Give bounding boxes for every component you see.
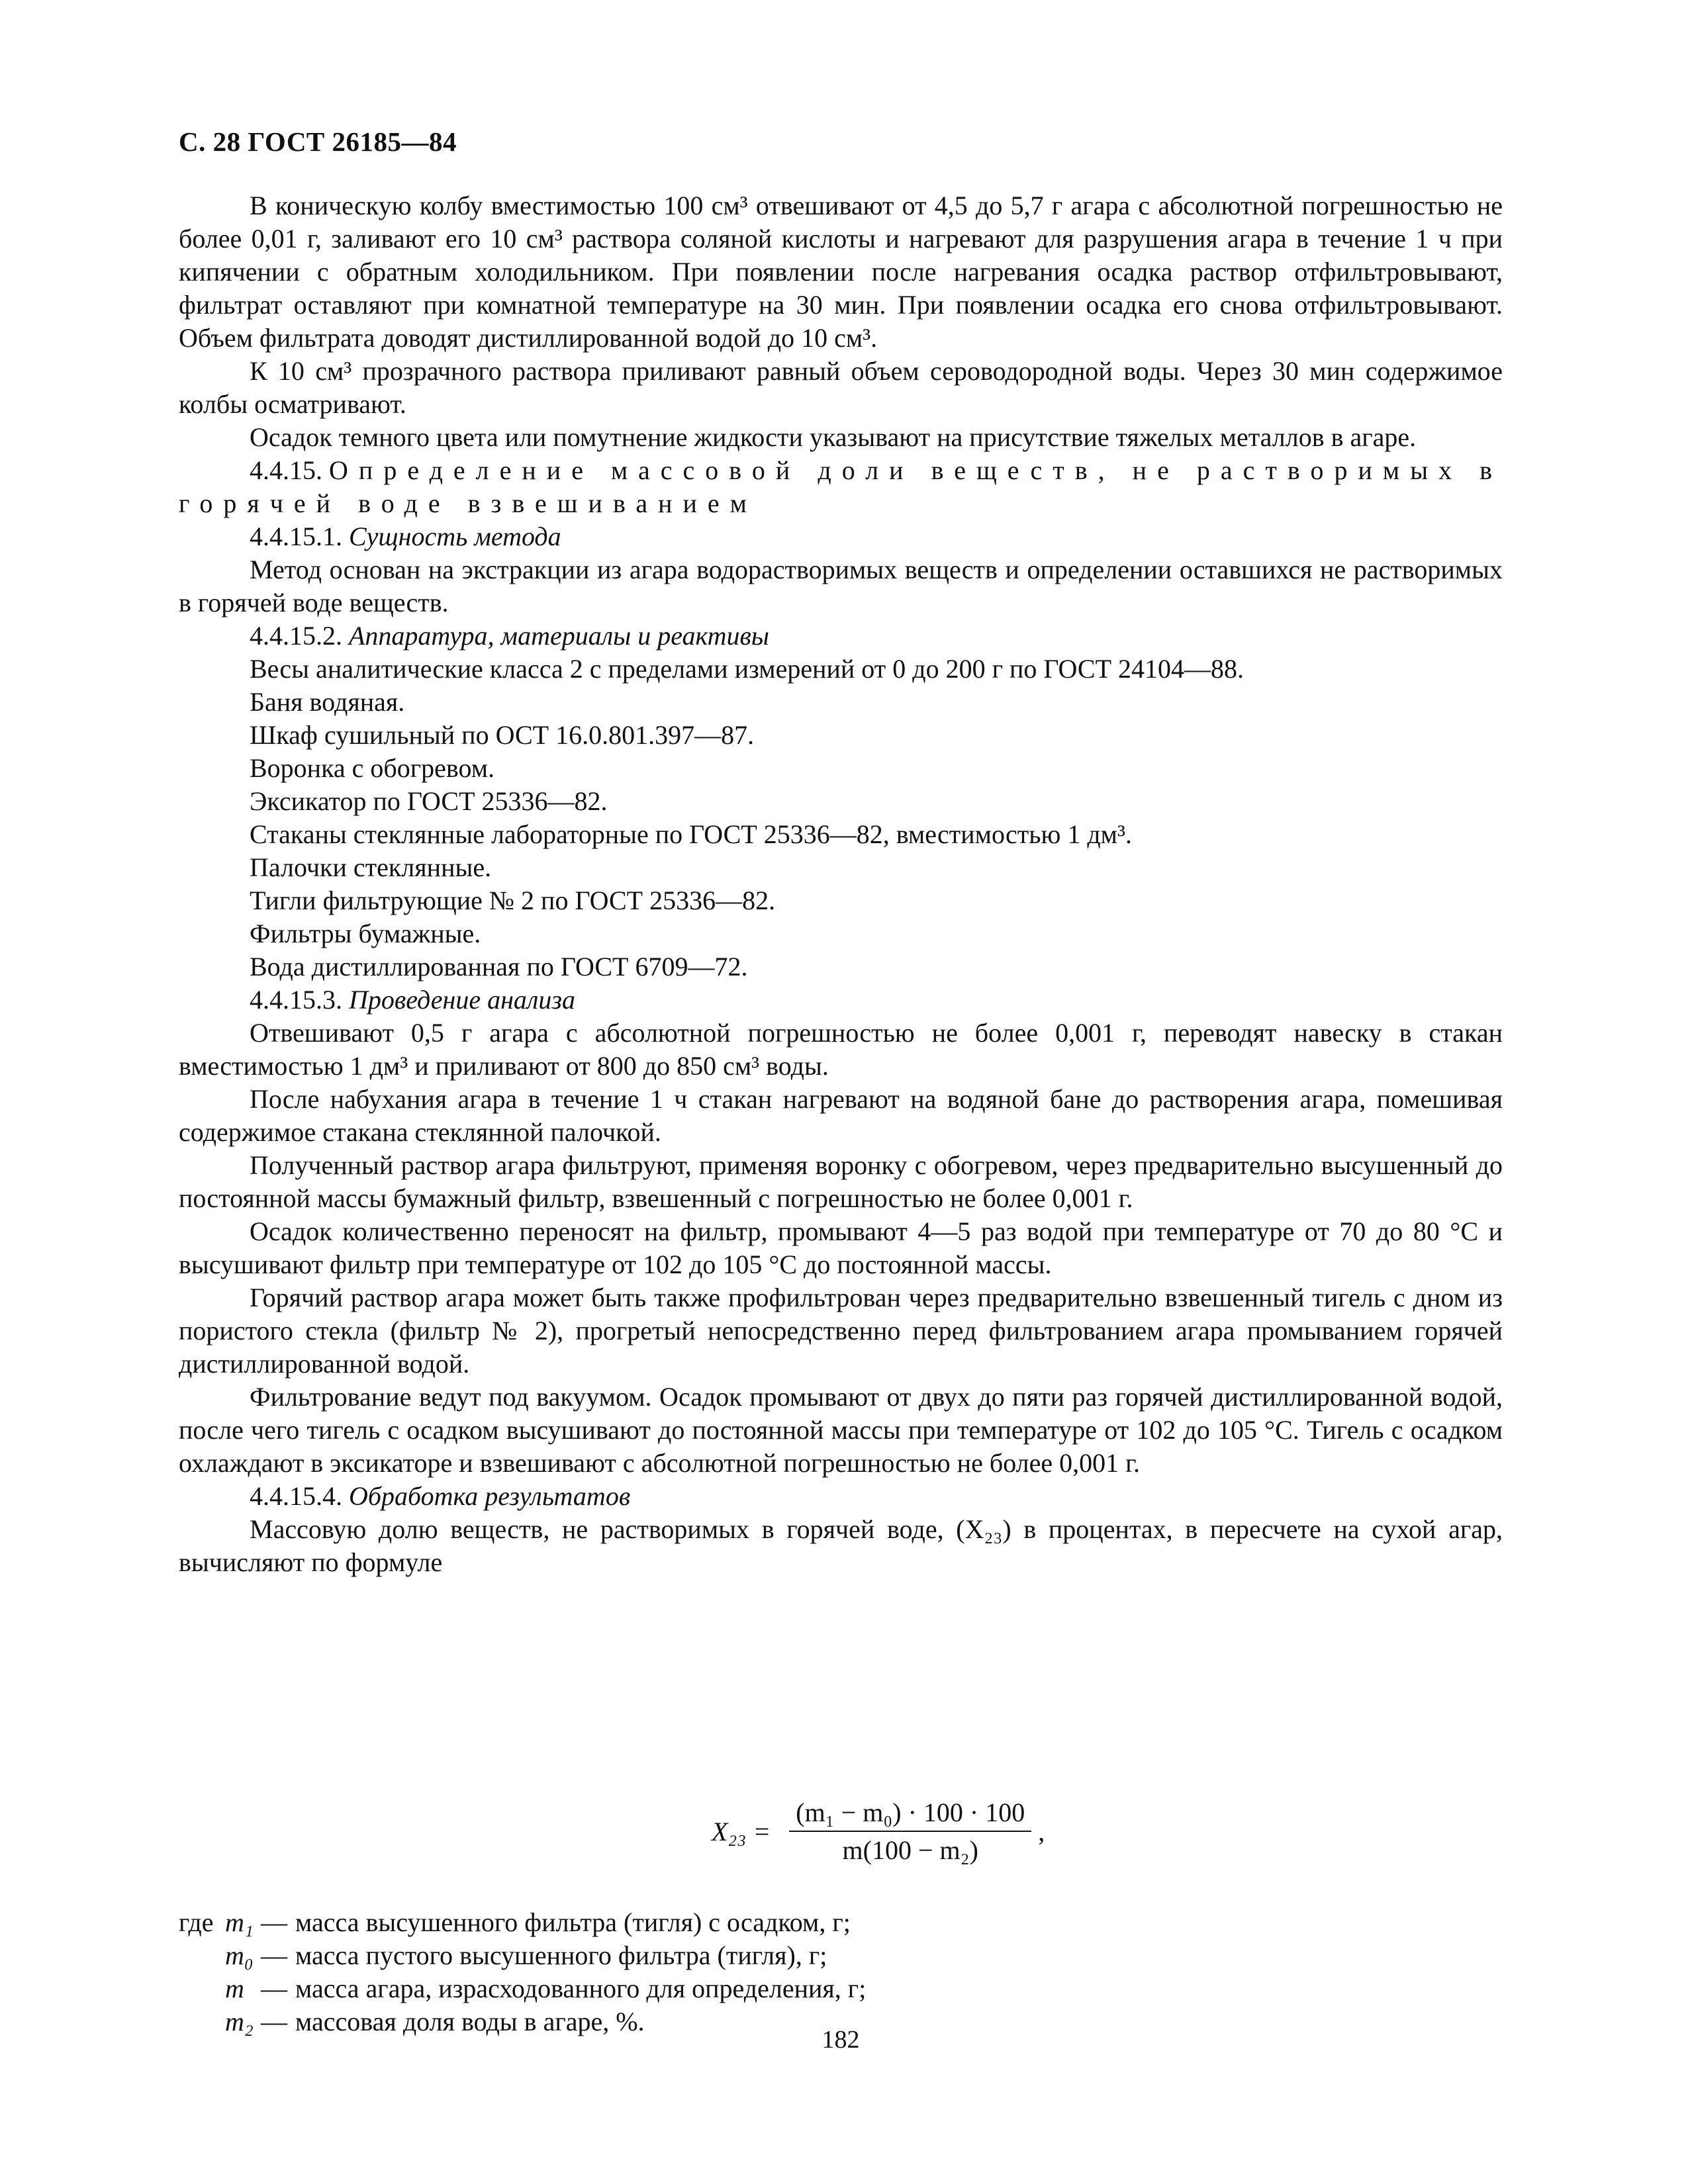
equipment-item: Весы аналитические класса 2 с пределами измерений от 0 до 200 г по ГОСТ 24104—88. <box>250 654 1244 684</box>
formula-fraction <box>789 1797 1031 1866</box>
section-heading-4-4-15-2 <box>179 619 1503 653</box>
equipment-item: Вода дистиллированная по ГОСТ 6709—72. <box>250 952 748 981</box>
formula-denominator: m(100 − m₂) <box>842 1835 978 1865</box>
paragraph: Полученный раствор агара фильтруют, применяя воронку с обогревом, через предварительно высушенный до постоянной массы бумажный фильтр, взвешенный с погрешностью не более 0,001 г. <box>179 1150 1503 1213</box>
paragraph: Осадок темного цвета или помутнение жидкости указывают на присутствие тяжелых металлов в агаре. <box>250 422 1417 452</box>
legend-lead: где <box>179 1907 214 1937</box>
section-title: Обработка результатов <box>349 1481 631 1511</box>
section-number: 4.4.15. <box>250 455 322 485</box>
legend-symbol: m <box>225 1974 244 2003</box>
paragraph: Метод основан на экстракции из агара водорастворимых веществ и определении оставшихся не растворимых в горячей воде веществ. <box>179 555 1503 617</box>
page-header: С. 28 ГОСТ 26185—84 <box>179 126 457 157</box>
equipment-item: Шкаф сушильный по ОСТ 16.0.801.397—87. <box>250 720 755 750</box>
legend-dash: — <box>261 1974 287 2003</box>
equipment-item: Воронка с обогревом. <box>250 753 495 783</box>
equipment-item: Палочки стеклянные. <box>250 852 492 882</box>
equipment-item: Стаканы стеклянные лабораторные по ГОСТ 25336—82, вместимостью 1 дм³. <box>250 819 1132 849</box>
paragraph: Массовую долю веществ, не растворимых в горячей воде, (X₂₃) в процентах, в пересчете на сухой агар, вычисляют по формуле <box>179 1514 1503 1577</box>
section-number: 4.4.15.1. <box>250 522 342 551</box>
paragraph: Осадок количественно переносят на фильтр, промывают 4—5 раз водой при температуре от 70 до 80 °С и высушивают фильтр при температуре от 102 до 105 °С до постоянной массы. <box>179 1216 1503 1279</box>
legend-row <box>179 1906 866 1939</box>
section-number: 4.4.15.2. <box>250 621 342 651</box>
legend-dash: — <box>261 1907 287 1937</box>
paragraph: Отвешивают 0,5 г агара с абсолютной погрешностью не более 0,001 г, переводят навеску в стакан вместимостью 1 дм³ и приливают от 800 до 850 см³ воды. <box>179 1018 1503 1081</box>
legend-dash: — <box>261 2007 287 2036</box>
legend-row <box>179 1972 866 2005</box>
legend-symbol: m₂ <box>225 2007 254 2036</box>
paragraph: После набухания агара в течение 1 ч стакан нагревают на водяной бане до растворения агара, помешивая содержимое стакана стеклянной палочкой. <box>179 1084 1503 1147</box>
document-body <box>179 189 1503 1579</box>
equipment-item: Фильтры бумажные. <box>250 919 481 948</box>
formula-legend <box>179 1906 866 2038</box>
legend-row <box>179 1939 866 1972</box>
formula-lhs: X₂₃ = <box>712 1816 771 1846</box>
section-heading-4-4-15 <box>179 454 1503 520</box>
section-number: 4.4.15.3. <box>250 985 342 1015</box>
page-number: 182 <box>821 2026 860 2054</box>
section-heading-4-4-15-3 <box>179 983 1503 1017</box>
paragraph: К 10 см³ прозрачного раствора приливают равный объем сероводородной воды. Через 30 мин содержимое колбы осматривают. <box>179 356 1503 419</box>
section-heading-4-4-15-1 <box>179 520 1503 553</box>
legend-text: масса высушенного фильтра (тигля) с осадком, г; <box>295 1907 851 1937</box>
legend-text: масса пустого высушенного фильтра (тигля), г; <box>295 1940 827 1970</box>
formula-tail: , <box>1038 1816 1045 1846</box>
equipment-item: Тигли фильтрующие № 2 по ГОСТ 25336—82. <box>250 886 776 915</box>
legend-text: масса агара, израсходованного для определения, г; <box>295 1974 867 2003</box>
equipment-item: Баня водяная. <box>250 687 405 717</box>
document-page <box>179 126 1503 2054</box>
legend-text: массовая доля воды в агаре, %. <box>295 2007 645 2036</box>
paragraph: Фильтрование ведут под вакуумом. Осадок промывают от двух до пяти раз горячей дистиллированной водой, после чего тигель с осадком высушивают до постоянной массы при температуре от 102 до 105 °С. Тигель с осадком охлаждают в эксикаторе и взвешивают с абсолютной погрешностью не более 0,001 г. <box>179 1382 1503 1478</box>
section-title: Проведение анализа <box>349 985 575 1015</box>
paragraph: В коническую колбу вместимостью 100 см³ отвешивают от 4,5 до 5,7 г агара с абсолютной погрешностью не более 0,01 г, заливают его 10 см³ раствора соляной кислоты и нагревают для разрушения агара в течение 1 ч при кипячении с обратным холодильником. При появлении после нагревания осадка раствор отфильтровывают, фильтрат оставляют при комнатной температуре на 30 мин. При появлении осадка его снова отфильтровывают. Объем фильтрата доводят дистиллированной водой до 10 см³. <box>179 191 1503 353</box>
paragraph: Горячий раствор агара может быть также профильтрован через предварительно взвешенный тигель с дном из пористого стекла (фильтр № 2), прогретый непосредственно перед фильтрованием агара промыванием горячей дистиллированной водой. <box>179 1283 1503 1379</box>
section-title: Определение массовой доли веществ, не растворимых в горячей воде взвешиванием <box>179 455 1503 518</box>
section-title: Аппаратура, материалы и реактивы <box>349 621 769 651</box>
section-heading-4-4-15-4 <box>179 1480 1503 1513</box>
legend-symbol: m₁ <box>225 1907 254 1937</box>
formula-x23 <box>712 1797 1045 1866</box>
section-title: Сущность метода <box>349 522 561 551</box>
section-number: 4.4.15.4. <box>250 1481 342 1511</box>
formula-numerator: (m₁ − m₀) · 100 · 100 <box>789 1797 1031 1832</box>
legend-dash: — <box>261 1940 287 1970</box>
equipment-item: Эксикатор по ГОСТ 25336—82. <box>250 786 608 816</box>
legend-symbol: m₀ <box>225 1940 254 1970</box>
